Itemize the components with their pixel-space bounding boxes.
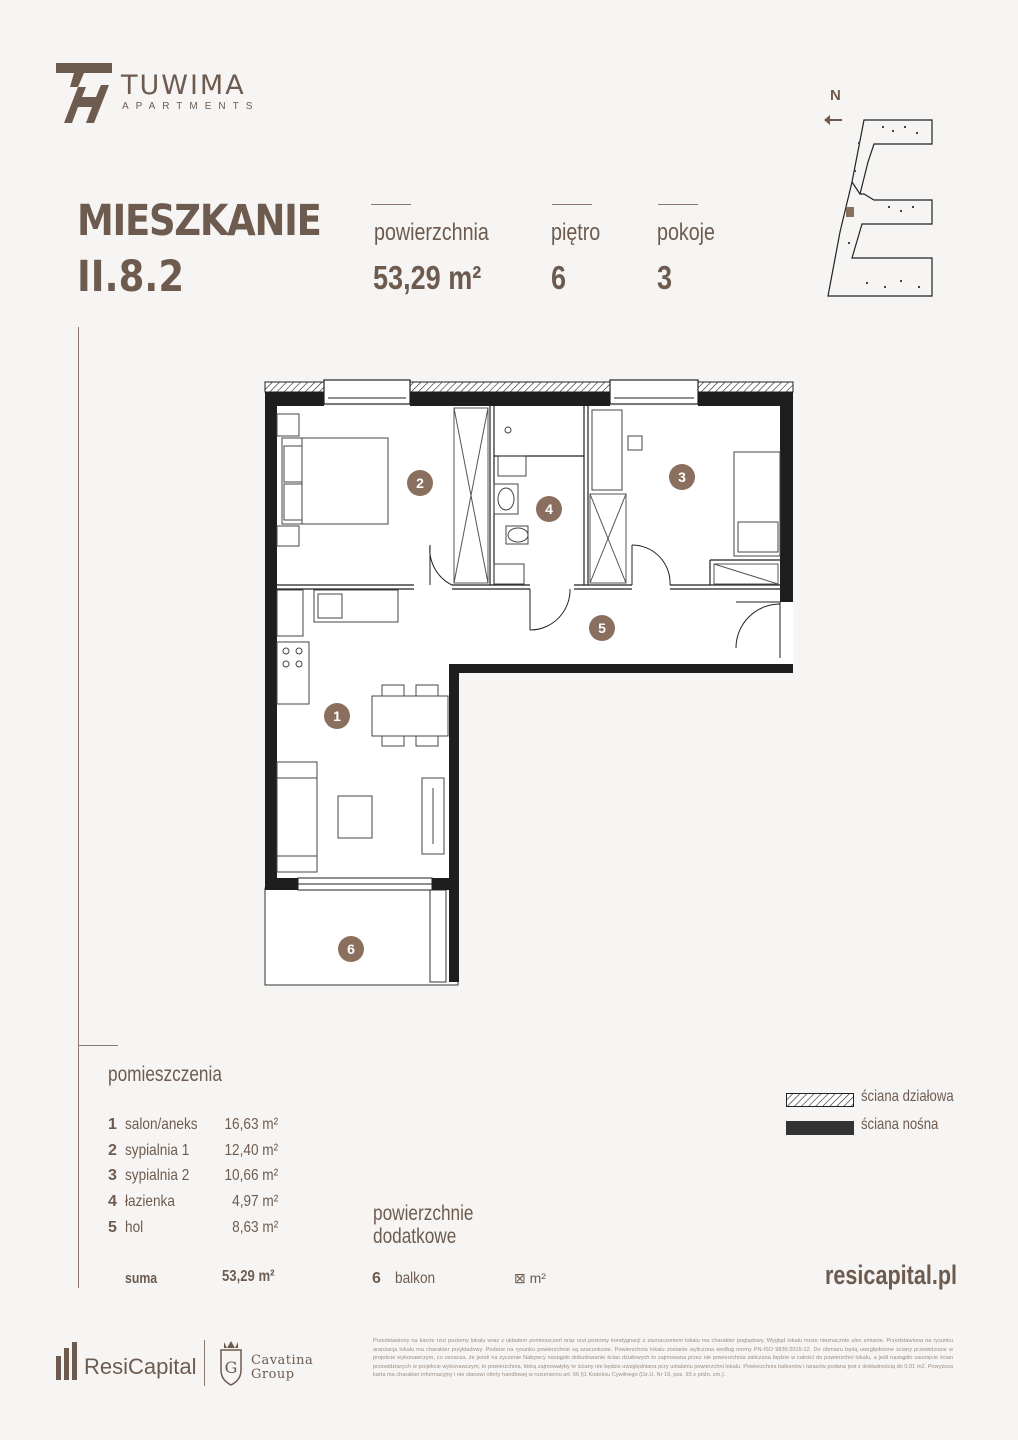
- tuwima-logo-icon: [56, 63, 112, 123]
- floor-plan: [262, 378, 797, 990]
- building-key-map: [822, 82, 942, 304]
- room-number: 2: [108, 1142, 117, 1159]
- room-row: [108, 1116, 288, 1140]
- svg-text:3: 3: [678, 469, 686, 485]
- svg-text:5: 5: [598, 620, 606, 636]
- resicapital-logo-icon: [56, 1342, 80, 1382]
- room-row: [108, 1193, 288, 1217]
- room-name: sypialnia 2: [125, 1167, 190, 1184]
- vertical-guide-line: [78, 327, 79, 1288]
- room-area: 16,63 m²: [224, 1116, 278, 1133]
- website-link[interactable]: resicapital.pl: [825, 1260, 958, 1290]
- room-area: 8,63 m²: [231, 1219, 278, 1236]
- room-area: 10,66 m²: [224, 1167, 278, 1184]
- room-area: 12,40 m²: [224, 1142, 278, 1159]
- room-number: 5: [108, 1219, 117, 1236]
- north-arrow-icon: [824, 115, 842, 125]
- room-area: 4,97 m²: [231, 1193, 278, 1210]
- footer-divider: [204, 1340, 205, 1386]
- extra-area-row: [372, 1270, 443, 1288]
- rooms-sum-label: suma: [125, 1270, 158, 1287]
- room-name: hol: [125, 1219, 144, 1236]
- legend-label-load-bearing: ściana nośna: [861, 1116, 939, 1133]
- legal-disclaimer: Przedstawiony na karcie rzut poziomy lokalu wraz z układem pomieszczeń oraz rzut poziomy kondygnacji z zaznaczeniem lokalu ma charakter poglądowy. Wygląd lokalu może nieznacznie ulec zmianie. Przedstawiona na rysunku aranżacja lokalu ma charakter przykładowy. Podane na rysunku powierzchnie są szacunkowe. Powierzchnia lokalu zostanie wyliczona według normy PN-ISO 9836:2015-12. Do obmiaru będą uwzględnione ściany przewidziane w projekcie wykonawczym, co oznacza, że jeżeli na życzenie Nabywcy nastąpiło dobudowanie ścian działowych to zajmowana przez nie powierzchnia zaliczana będzie w całości do powierzchni lokalu, a jeśli nastąpiło usunięcie ścian przewidzianych w projekcie wykonawczym, to powierzchnia, którą zajmowałyby te ściany nie będzie uwzględniana przy ustalaniu powierzchni lokalu. Powierzchnia balkonów i tarasów podana jest z dokładnością do 0,01 m2. Powyższa karta ma charakter informacyjny i nie stanowi oferty handlowej w rozumieniu art. 66 §1 Kodeksu Cywilnego (Dz.U. Nr 16, poz. 93 z późn. zm.).: [373, 1338, 953, 1379]
- apartment-heading: MIESZKANIE: [77, 196, 321, 246]
- cavatina-crest-icon: [218, 1340, 244, 1386]
- room-name: łazienka: [125, 1193, 175, 1210]
- room-marker: [589, 615, 615, 641]
- room-number: 3: [108, 1167, 117, 1184]
- room-row: [108, 1142, 288, 1166]
- brand-subtitle: APARTMENTS: [122, 101, 260, 112]
- apartment-number: II.8.2: [77, 252, 185, 302]
- room-marker: [669, 464, 695, 490]
- extra-area-value: ⊠ m²: [514, 1270, 546, 1286]
- legend-label-partition: ściana działowa: [861, 1088, 954, 1105]
- stat-divider: [371, 204, 411, 205]
- stat-label-area: powierzchnia: [374, 219, 489, 246]
- room-row: [108, 1167, 288, 1191]
- svg-text:G: G: [224, 1358, 238, 1377]
- stat-label-floor: piętro: [551, 219, 601, 246]
- stat-value-rooms: 3: [657, 259, 673, 296]
- load-bearing-wall-swatch: [786, 1121, 854, 1135]
- stat-value-area: 53,29 m²: [373, 259, 482, 296]
- svg-text:1: 1: [333, 708, 341, 724]
- room-marker: [338, 936, 364, 962]
- extra-area-name: balkon: [395, 1270, 436, 1287]
- cavatina-name-line1: Cavatina: [251, 1353, 314, 1368]
- stat-divider: [552, 204, 592, 205]
- room-number: 1: [108, 1116, 117, 1133]
- brand-name: TUWIMA: [121, 70, 246, 101]
- extra-area-number: 6: [372, 1270, 381, 1287]
- stat-value-floor: 6: [551, 259, 567, 296]
- room-name: sypialnia 1: [125, 1142, 190, 1159]
- room-row: [108, 1219, 288, 1243]
- rooms-divider: [78, 1045, 118, 1046]
- resicapital-name: ResiCapital: [84, 1354, 197, 1379]
- svg-text:2: 2: [416, 475, 424, 491]
- compass-label: N: [830, 87, 841, 104]
- extra-areas-title: powierzchnie dodatkowe: [373, 1202, 474, 1248]
- room-marker: [407, 470, 433, 496]
- rooms-sum-value: 53,29 m²: [222, 1268, 275, 1285]
- svg-text:6: 6: [347, 941, 355, 957]
- room-marker: [536, 496, 562, 522]
- stat-divider: [658, 204, 698, 205]
- stat-label-rooms: pokoje: [657, 219, 716, 246]
- cavatina-name-line2: Group: [251, 1367, 295, 1382]
- partition-wall-swatch: [786, 1093, 854, 1107]
- room-number: 4: [108, 1193, 117, 1210]
- room-name: salon/aneks: [125, 1116, 198, 1133]
- room-marker: [324, 703, 350, 729]
- svg-text:4: 4: [545, 501, 553, 517]
- rooms-title: pomieszczenia: [108, 1063, 222, 1086]
- cavatina-name: [251, 1354, 313, 1382]
